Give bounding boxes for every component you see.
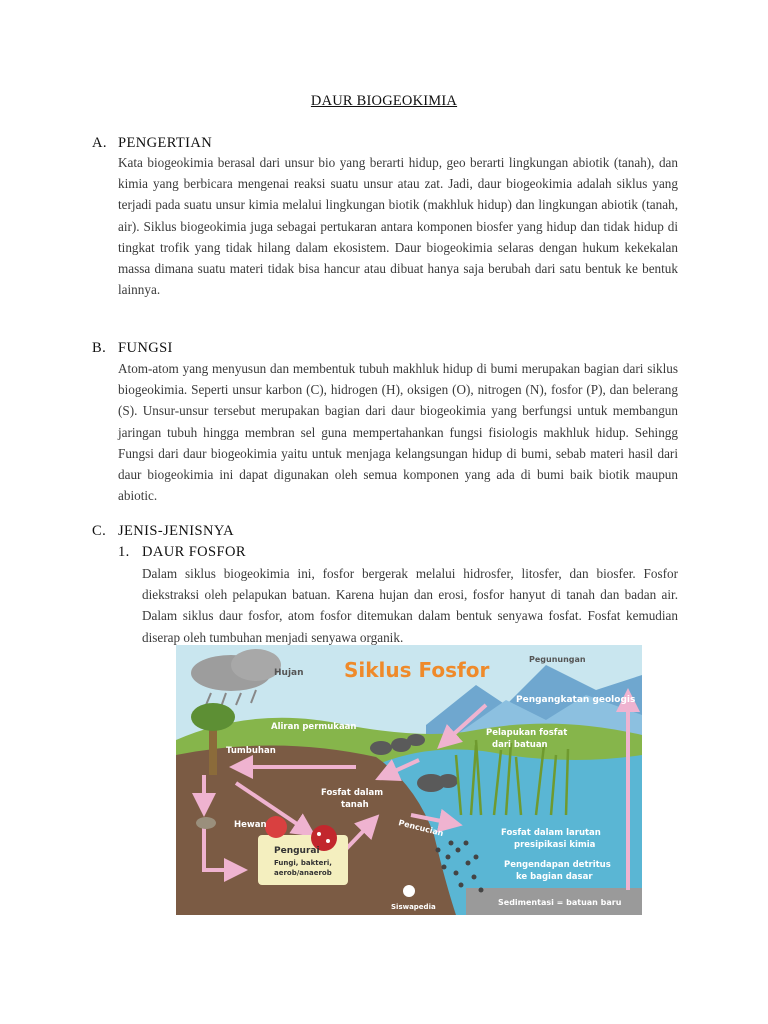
section-c-title: JENIS-JENISNYA — [118, 523, 234, 539]
section-b-paragraph: Atom-atom yang menyusun dan membentuk tubuh makhluk hidup di bumi merupakan bagian dari siklus biogeokimia. Seperti unsur karbon (C), hidrogen (H), oksigen (O), nitrogen (N), fosfor (P), dan belerang (S). Unsur-unsur tersebut merupakan bagian dari daur biogeokimia yang berfungsi untuk membangun jaringan tubuh hingga membran sel guna mempertahankan fungsi fisiologis makhluk hidup. Sehingg Fungsi dari daur biogeokimia yaitu untuk menjaga kelangsungan hidup di bumi, sebab materi hasil dari daur biogeokimia ini dapat digunakan oleh semua komponen yang ada di bumi baik biotik maupun abiotic. — [118, 361, 678, 504]
label-pelapukan-line2: dari batuan — [492, 740, 548, 750]
label-pencucian: Pencucian — [397, 818, 445, 839]
label-hewan: Hewan — [234, 820, 267, 830]
section-b-title: FUNGSI — [118, 340, 173, 356]
brand-logo-icon — [403, 885, 415, 897]
section-b-letter: B. — [92, 340, 107, 356]
section-a-heading — [92, 135, 212, 152]
label-fosfat-tanah-line1: Fosfat dalam — [321, 788, 384, 798]
subsection-1-title: DAUR FOSFOR — [142, 544, 246, 560]
figure-title: Siklus Fosfor — [344, 658, 490, 682]
section-b-heading — [92, 340, 173, 357]
section-c-heading — [92, 523, 234, 540]
label-pegunungan: Pegunungan — [529, 655, 586, 664]
section-a-letter: A. — [92, 135, 107, 151]
subsection-1-number: 1. — [118, 544, 130, 560]
label-tumbuhan: Tumbuhan — [226, 746, 276, 756]
label-sedimentasi: Sedimentasi = batuan baru — [498, 898, 622, 907]
section-a-title: PENGERTIAN — [118, 135, 213, 151]
label-hujan: Hujan — [274, 668, 304, 678]
brand-label: Siswapedia — [391, 903, 436, 911]
label-pengurai-sub1: Fungi, bakteri, — [274, 859, 332, 867]
label-detritus-line1: Pengendapan detritus — [504, 860, 611, 870]
label-pengurai: Pengurai — [274, 846, 320, 856]
section-c-letter: C. — [92, 523, 107, 539]
animal-icon — [196, 817, 216, 829]
label-aliran: Aliran permukaan — [271, 722, 357, 732]
document-title: DAUR BIOGEOKIMIA — [310, 93, 458, 109]
label-pengangkatan: Pengangkatan geologis — [516, 695, 636, 705]
fungus-icon — [265, 816, 287, 838]
label-larutan-line2: presipikasi kimia — [514, 840, 596, 850]
label-fosfat-tanah-line2: tanah — [341, 800, 369, 810]
section-a-paragraph: Kata biogeokimia berasal dari unsur bio yang berarti hidup, geo berarti lingkungan abiotik (tanah), dan kimia yang berbicara mengenai reaksi suatu unsur atau zat. Jadi, daur biogeokimia adalah siklus yang terjadi pada suatu unsur kimia melalui lingkungan biotik (makhluk hidup) dan lingkungan abiotik (tanah, air). Siklus biogeokimia juga sebagai pertukaran antara komponen biosfer yang hidup dan tidak hidup di tingkat trofik yang tidak hilang dalam ekosistem. Daur biogeokimia selaras dengan hukum kekekalan massa dimana suatu materi tidak bisa hancur atau dibuat hanya saja berubah dari satu bentuk ke bentuk lainnya. — [118, 155, 678, 298]
phosphorus-cycle-figure — [176, 645, 642, 915]
subsection-1-heading — [118, 544, 246, 561]
subsection-1-paragraph: Dalam siklus biogeokimia ini, fosfor bergerak melalui hidrosfer, litosfer, dan biosfer. Fosfor diekstraksi oleh pelapukan batuan. Karena hujan dan erosi, fosfor hanyut di tanah dan badan air. Dalam siklus daur fosfor, atom fosfor ditemukan dalam bentuk senyawa fosfat. Fosfat kemudian diserap oleh tumbuhan menjadi senyawa organik. — [142, 566, 678, 645]
label-detritus-line2: ke bagian dasar — [516, 872, 593, 882]
phosphorus-cycle-diagram — [176, 645, 642, 915]
label-larutan-line1: Fosfat dalam larutan — [501, 828, 601, 838]
label-pelapukan-line1: Pelapukan fosfat — [486, 728, 568, 738]
label-pengurai-sub2: aerob/anaerob — [274, 869, 332, 877]
